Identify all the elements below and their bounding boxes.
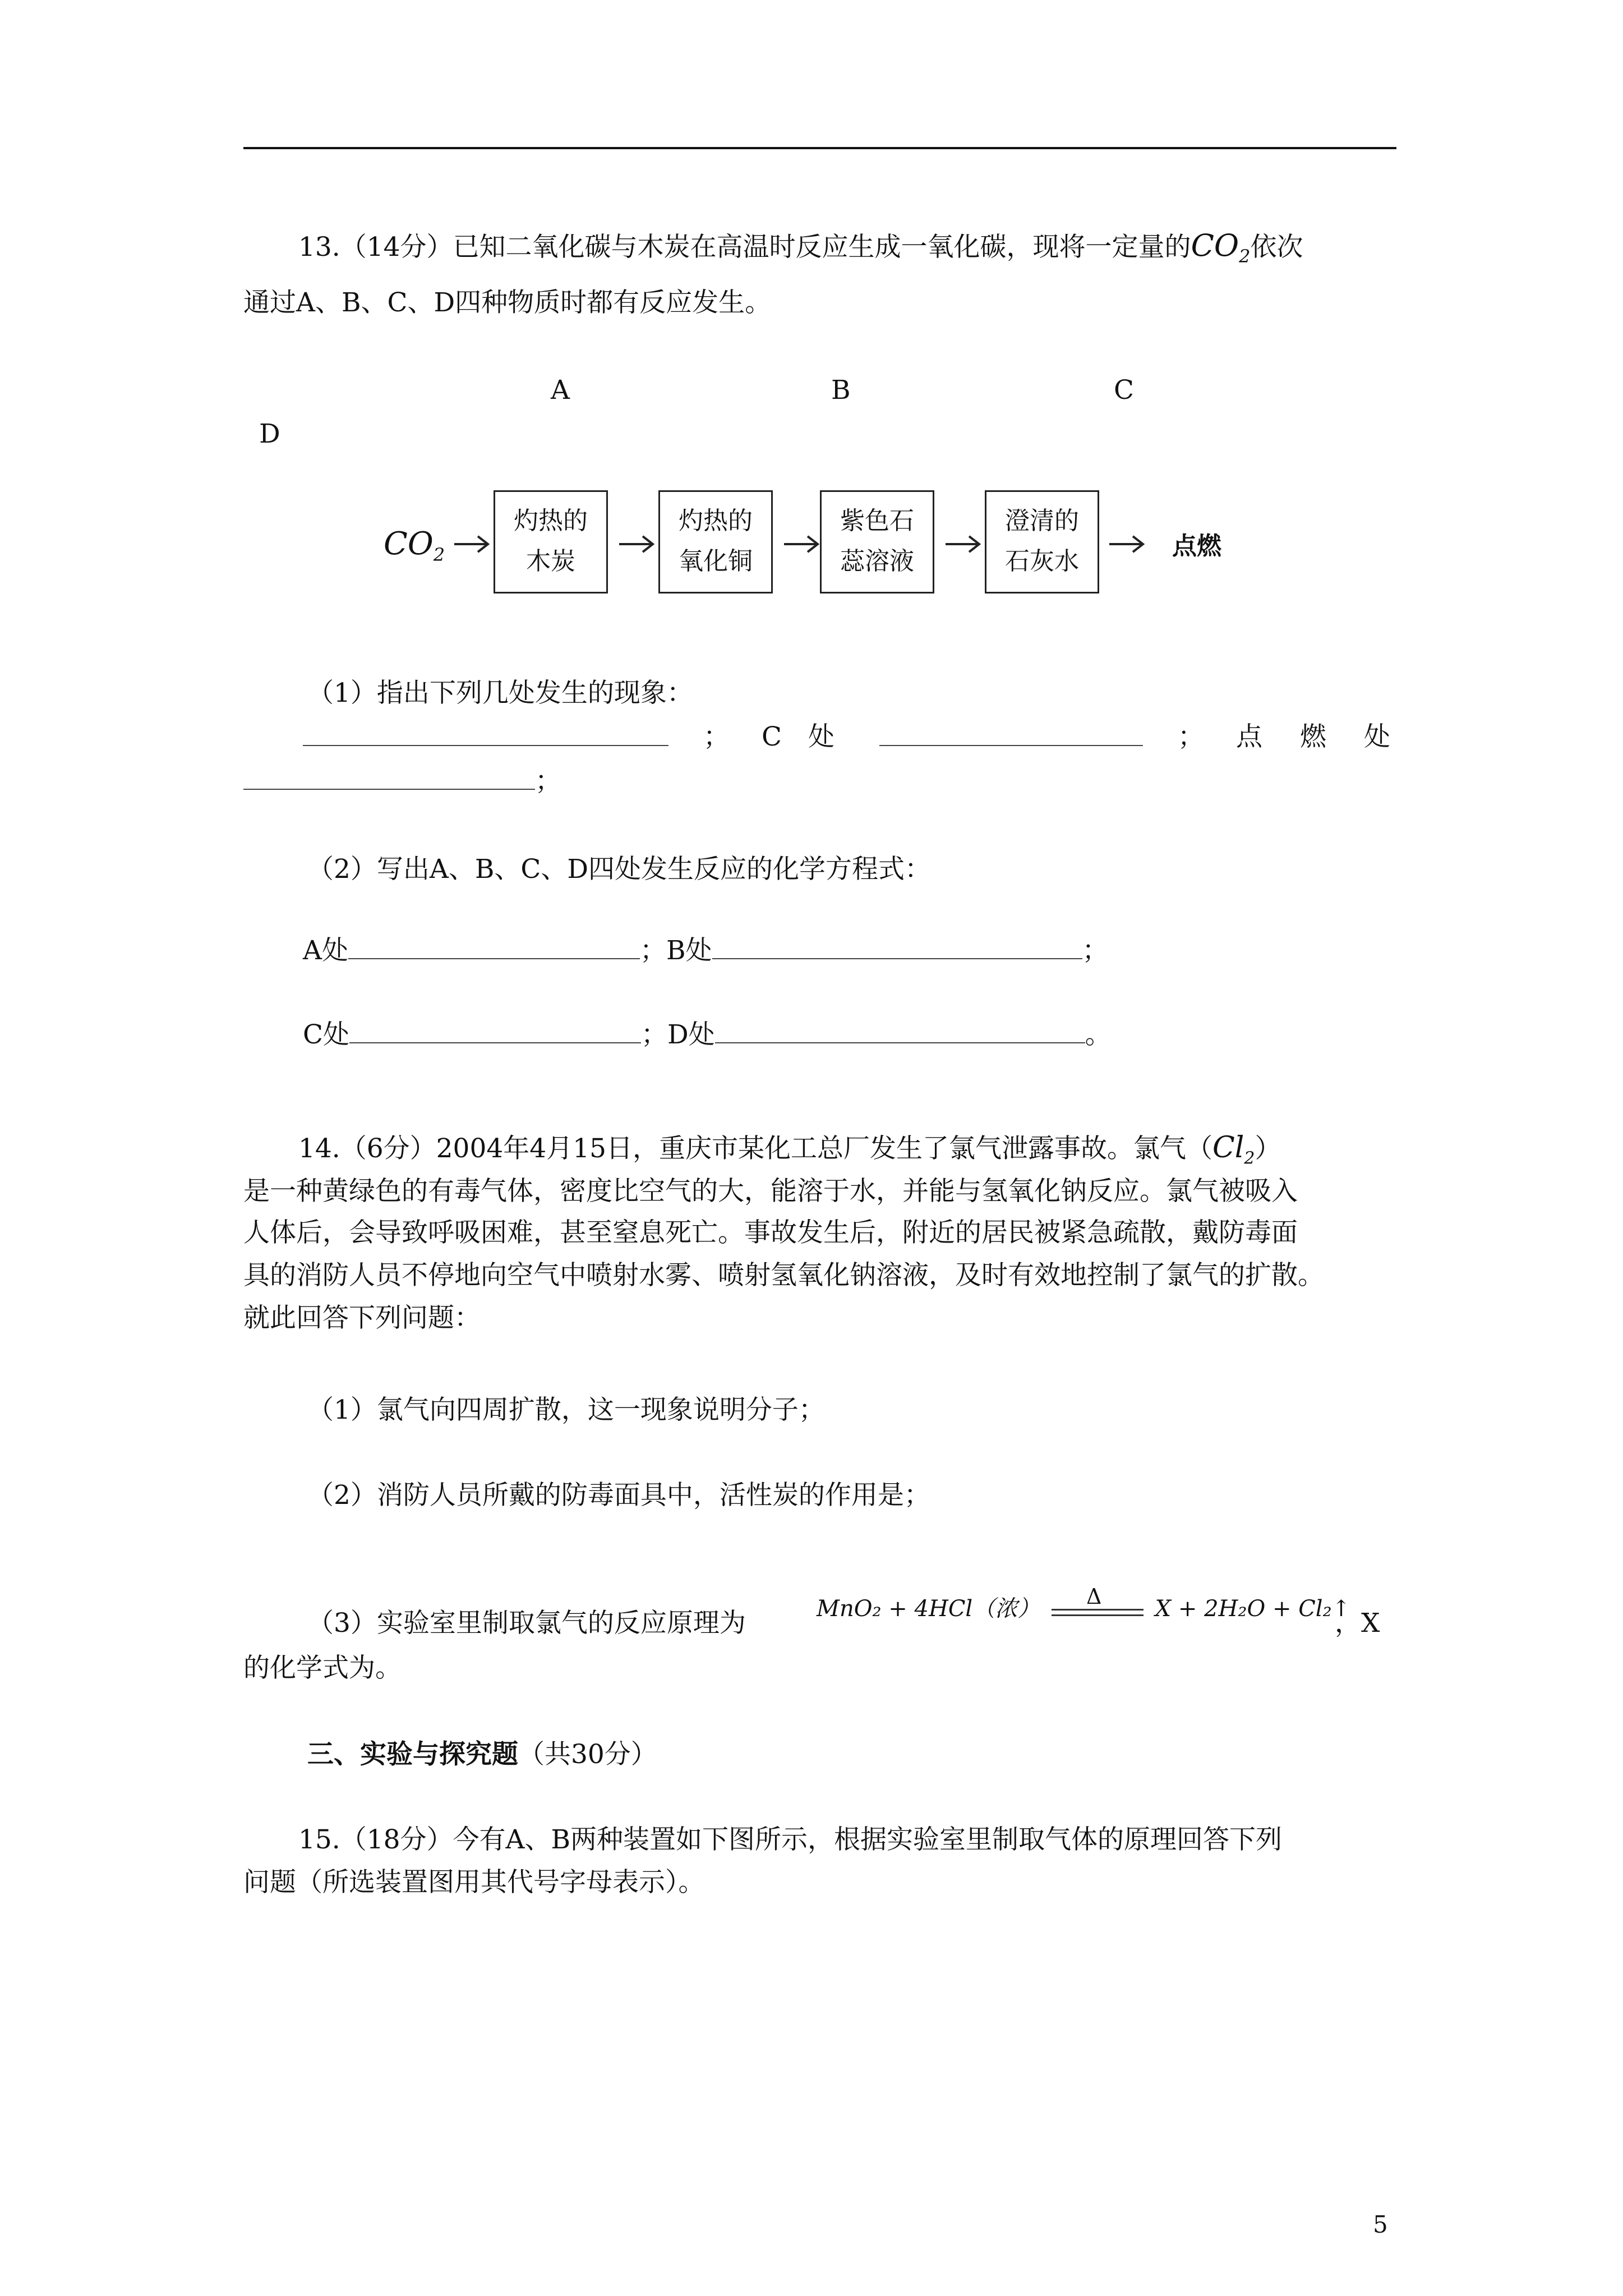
q14-line3: 人体后，会导致呼吸困难，甚至窒息死亡。事故发生后，附近的居民被紧急疏散，戴防毒面 (243, 1217, 1298, 1248)
q15-line1: 15.（18分）今有A、B两种装置如下图所示，根据实验室里制取气体的原理回答下列 (298, 1824, 1283, 1855)
q14-line2: 是一种黄绿色的有毒气体，密度比空气的大，能溶于水，并能与氢氧化钠反应。氯气被吸入 (243, 1176, 1298, 1207)
header-rule (243, 147, 1396, 149)
co2-formula: $CO_2$ (1191, 228, 1251, 267)
arrow-icon (618, 533, 655, 555)
q13-line2: 通过A、B、C、D四种物质时都有反应发生。 (243, 287, 772, 318)
q13-line1: 13.（14分）已知二氧化碳与木炭在高温时反应生成一氧化碳，现将一定量的$CO_2$依次 (298, 228, 1303, 267)
flow-box-d: 澄清的 石灰水 (985, 490, 1099, 593)
page-number: 5 (1373, 2211, 1388, 2238)
arrow-icon (453, 533, 490, 555)
answer-blank[interactable] (348, 933, 640, 959)
answer-blank[interactable] (715, 1018, 1085, 1043)
q14-line4: 具的消防人员不停地向空气中喷射水雾、喷射氢氧化钠溶液，及时有效地控制了氯气的扩散。 (243, 1260, 1324, 1291)
answer-blank[interactable] (303, 720, 668, 746)
q13-eq-cd: C处 ；D处 。 (303, 1018, 1112, 1052)
q13-p1-blanks: ； C 处 ； 点 燃 处 (303, 720, 1399, 754)
q15-line2: 问题（所选装置图用其代号字母表示）。 (243, 1867, 705, 1898)
flow-box-b: 灼热的 氧化铜 (658, 490, 773, 593)
q14-s1: （1）氯气向四周扩散，这一现象说明分子； (307, 1395, 825, 1425)
flow-start-co2: $CO_2$ (384, 526, 445, 566)
answer-blank[interactable] (712, 933, 1082, 959)
label-d: D (259, 418, 280, 449)
flow-end-ignite: 点燃 (1172, 532, 1221, 560)
q13-p1-line2: ； (243, 764, 561, 798)
cl2-formula: $Cl_2$ (1212, 1131, 1255, 1168)
answer-blank[interactable] (879, 720, 1143, 746)
flow-box-a: 灼热的 木炭 (494, 490, 608, 593)
q13-eq-ab: A处 ；B处 ； (303, 933, 1109, 968)
chemical-equation: MnO₂ + 4HCl（浓） Δ X + 2H₂O + Cl₂↑ (817, 1584, 1351, 1622)
flow-box-c: 紫色石 蕊溶液 (820, 490, 934, 593)
q13-p1: （1）指出下列几处发生的现象： (307, 678, 693, 708)
q14-s3-line2: 的化学式为。 (243, 1653, 402, 1683)
q14-line1: 14.（6分）2004年4月15日，重庆市某化工总厂发生了氯气泄露事故。氯气$(Cl_2)$ (298, 1131, 1281, 1168)
section-heading: 三、实验与探究题（共30分） (307, 1739, 657, 1770)
q14-line5: 就此回答下列问题： (243, 1303, 481, 1333)
label-c: C (1114, 375, 1134, 406)
q14-s3-end: ，X (1335, 1608, 1380, 1639)
q13-p2: （2）写出A、B、C、D四处发生反应的化学方程式： (307, 854, 932, 885)
arrow-icon (944, 533, 981, 555)
arrow-icon (783, 533, 820, 555)
arrow-icon (1108, 533, 1145, 555)
q14-s3: （3）实验室里制取氯气的反应原理为 (307, 1608, 746, 1639)
answer-blank[interactable] (243, 764, 535, 790)
q14-s2: （2）消防人员所戴的防毒面具中，活性炭的作用是； (307, 1480, 930, 1511)
answer-blank[interactable] (349, 1018, 641, 1043)
label-a: A (551, 375, 570, 406)
label-b: B (831, 375, 851, 406)
